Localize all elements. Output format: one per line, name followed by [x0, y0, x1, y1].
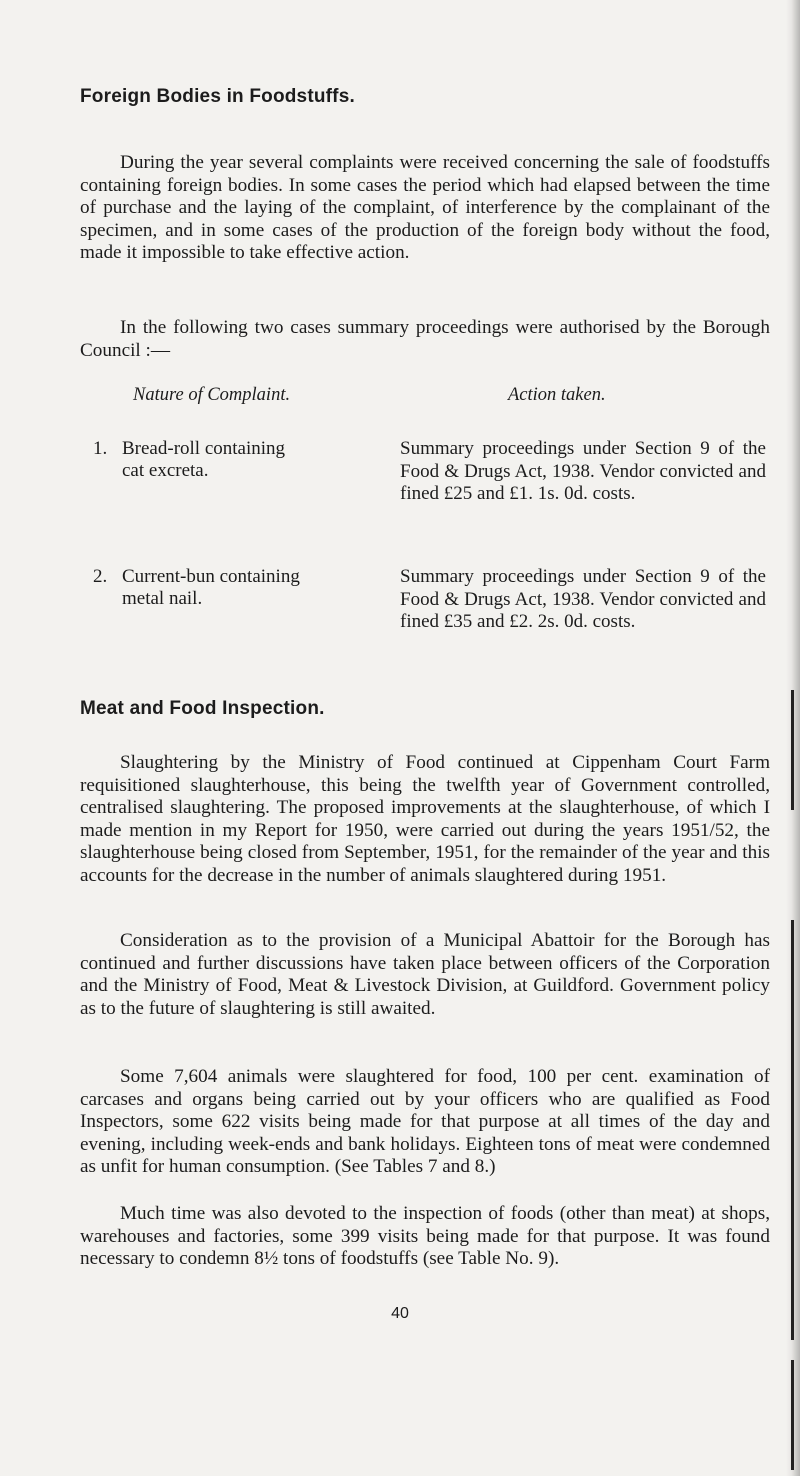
paragraph-text: Much time was also devoted to the inspection of foods (other than meat) at shops, warehouses and factories, some 399 visits being made for that purpose. It was found necessary to condemn 8½ tons of foodstuffs (see Table No. 9).	[80, 1203, 770, 1269]
section-heading-foreign-bodies: Foreign Bodies in Foodstuffs.	[80, 86, 355, 107]
paragraph-slaughtering	[80, 752, 770, 887]
paragraph-text: In the following two cases summary proceedings were authorised by the Borough Council :—	[80, 317, 770, 361]
case-complaint-1: Bread-roll containing cat excreta.	[122, 438, 286, 481]
case-number-1: 1.	[93, 438, 108, 459]
column-header-complaint: Nature of Complaint.	[133, 385, 291, 405]
case-complaint-2: Current-bun containing metal nail.	[122, 566, 300, 609]
paragraph-food-inspection	[80, 1203, 770, 1271]
binding-edge-mark	[791, 690, 794, 810]
case-number-2: 2.	[93, 566, 108, 587]
binding-edge-mark	[791, 920, 794, 1340]
section-heading-meat-inspection: Meat and Food Inspection.	[80, 698, 325, 719]
paragraph-abattoir	[80, 930, 770, 1020]
paragraph-foreign-bodies-intro	[80, 152, 770, 265]
case-action-2: Summary proceedings under Section 9 of the Food & Drugs Act, 1938. Vendor convicted and fined £35 and £2. 2s. 0d. costs.	[400, 566, 766, 632]
case-action-1: Summary proceedings under Section 9 of the Food & Drugs Act, 1938. Vendor convicted and fined £25 and £1. 1s. 0d. costs.	[400, 438, 766, 504]
paragraph-text: During the year several complaints were received concerning the sale of foodstuffs containing foreign bodies. In some cases the period which had elapsed between the time of purchase and the laying of the complaint, of interference by the complainant of the specimen, and in some cases of the production of the foreign body without the food, made it impossible to take effective action.	[80, 152, 770, 263]
column-header-action: Action taken.	[508, 385, 606, 405]
paragraph-text: Consideration as to the provision of a Municipal Abattoir for the Borough has continued and further discussions have taken place between officers of the Corporation and the Ministry of Food, Meat & Livestock Division, at Guildford. Government policy as to the future of slaughtering is still awaited.	[80, 930, 770, 1019]
paragraph-summary-proceedings	[80, 317, 770, 362]
binding-edge-mark	[791, 1360, 794, 1470]
paragraph-animals-slaughtered	[80, 1066, 770, 1179]
page-number: 40	[391, 1305, 409, 1322]
paragraph-text: Slaughtering by the Ministry of Food continued at Cippenham Court Farm requisitioned slaughterhouse, this being the twelfth year of Government controlled, centralised slaughtering. The proposed improvements at the slaughterhouse, of which I made mention in my Report for 1950, were carried out during the years 1951/52, the slaughterhouse being closed from September, 1951, for the remainder of the year and this accounts for the decrease in the number of animals slaughtered during 1951.	[80, 752, 770, 886]
paragraph-text: Some 7,604 animals were slaughtered for food, 100 per cent. examination of carcases and organs being carried out by your officers who are qualified as Food Inspectors, some 622 visits being made for that purpose at all times of the day and evening, including week-ends and bank holidays. Eighteen tons of meat were condemned as unfit for human consumption. (See Tables 7 and 8.)	[80, 1066, 770, 1177]
